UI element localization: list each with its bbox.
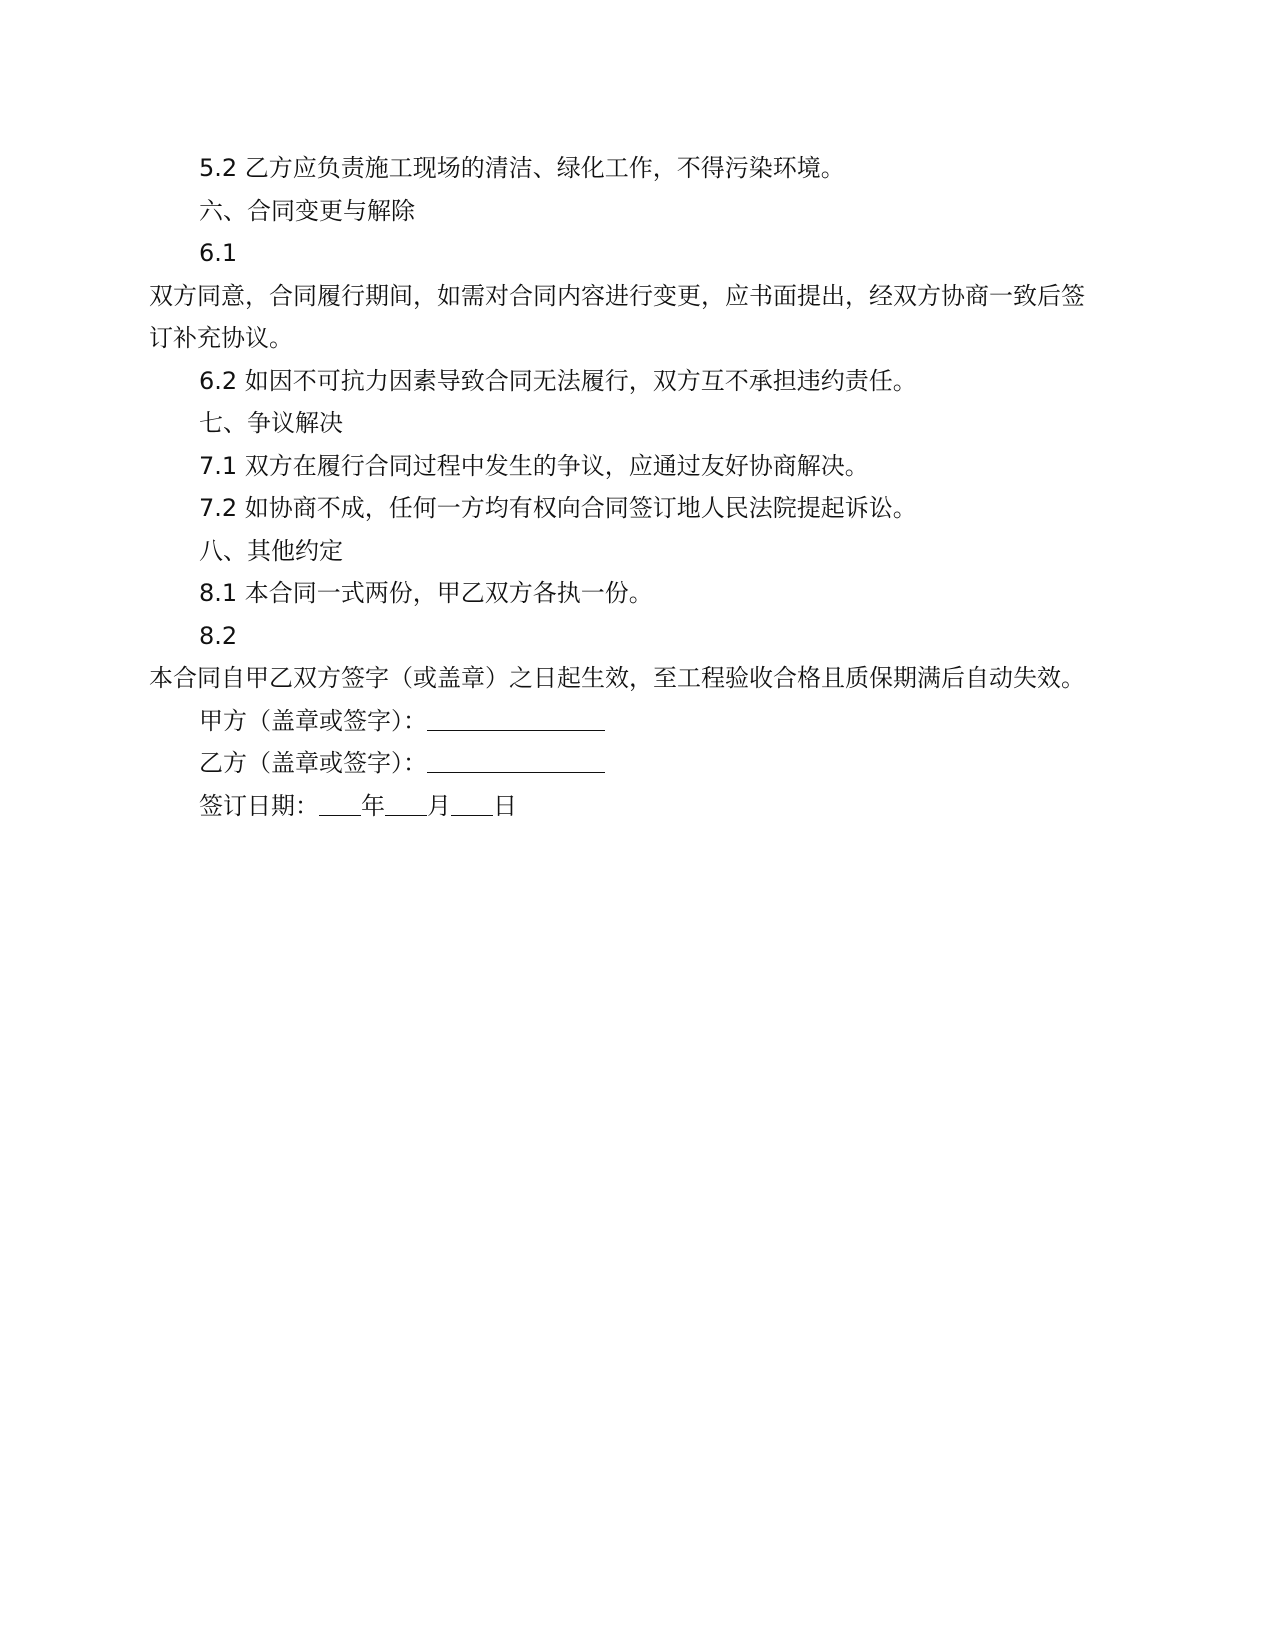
section-heading-7: 七、争议解决 <box>199 409 343 437</box>
section-heading-6: 六、合同变更与解除 <box>199 196 415 225</box>
party-b-signature-blank <box>427 746 605 773</box>
signing-date-line <box>149 785 1139 828</box>
month-label: 月 <box>427 791 451 820</box>
year-label: 年 <box>361 791 385 820</box>
clause-6-2: 6.2 如因不可抗力因素导致合同无法履行，双方互不承担违约责任。 <box>199 366 917 395</box>
clause-8-2-number: 8.2 <box>199 621 238 650</box>
clause-6-1-text-line-1: 双方同意，合同履行期间，如需对合同内容进行变更，应书面提出，经双方协商一致后签 <box>149 281 1085 310</box>
clause-8-2-text: 本合同自甲乙双方签字（或盖章）之日起生效，至工程验收合格且质保期满后自动失效。 <box>149 664 1085 692</box>
clause-7-2: 7.2 如协商不成，任何一方均有权向合同签订地人民法院提起诉讼。 <box>199 494 917 522</box>
party-b-signature-line <box>149 742 1139 785</box>
document-body <box>149 147 1139 827</box>
section-heading-8: 八、其他约定 <box>199 536 343 565</box>
clause-6-1-text-line-2: 订补充协议。 <box>149 324 293 352</box>
day-label: 日 <box>493 791 517 820</box>
party-a-label: 甲方（盖章或签字）： <box>199 706 427 735</box>
clause-8-1: 8.1 本合同一式两份，甲乙双方各执一份。 <box>199 579 653 607</box>
party-b-label: 乙方（盖章或签字）： <box>199 749 427 777</box>
date-label: 签订日期： <box>199 791 319 820</box>
clause-7-1: 7.1 双方在履行合同过程中发生的争议，应通过友好协商解决。 <box>199 451 869 480</box>
month-blank <box>385 789 427 816</box>
party-a-signature-blank <box>427 704 605 731</box>
clause-5-2: 5.2 乙方应负责施工现场的清洁、绿化工作，不得污染环境。 <box>199 154 845 182</box>
day-blank <box>451 789 493 816</box>
party-a-signature-line <box>149 700 1139 743</box>
clause-6-1-number: 6.1 <box>199 239 238 267</box>
year-blank <box>319 789 361 816</box>
